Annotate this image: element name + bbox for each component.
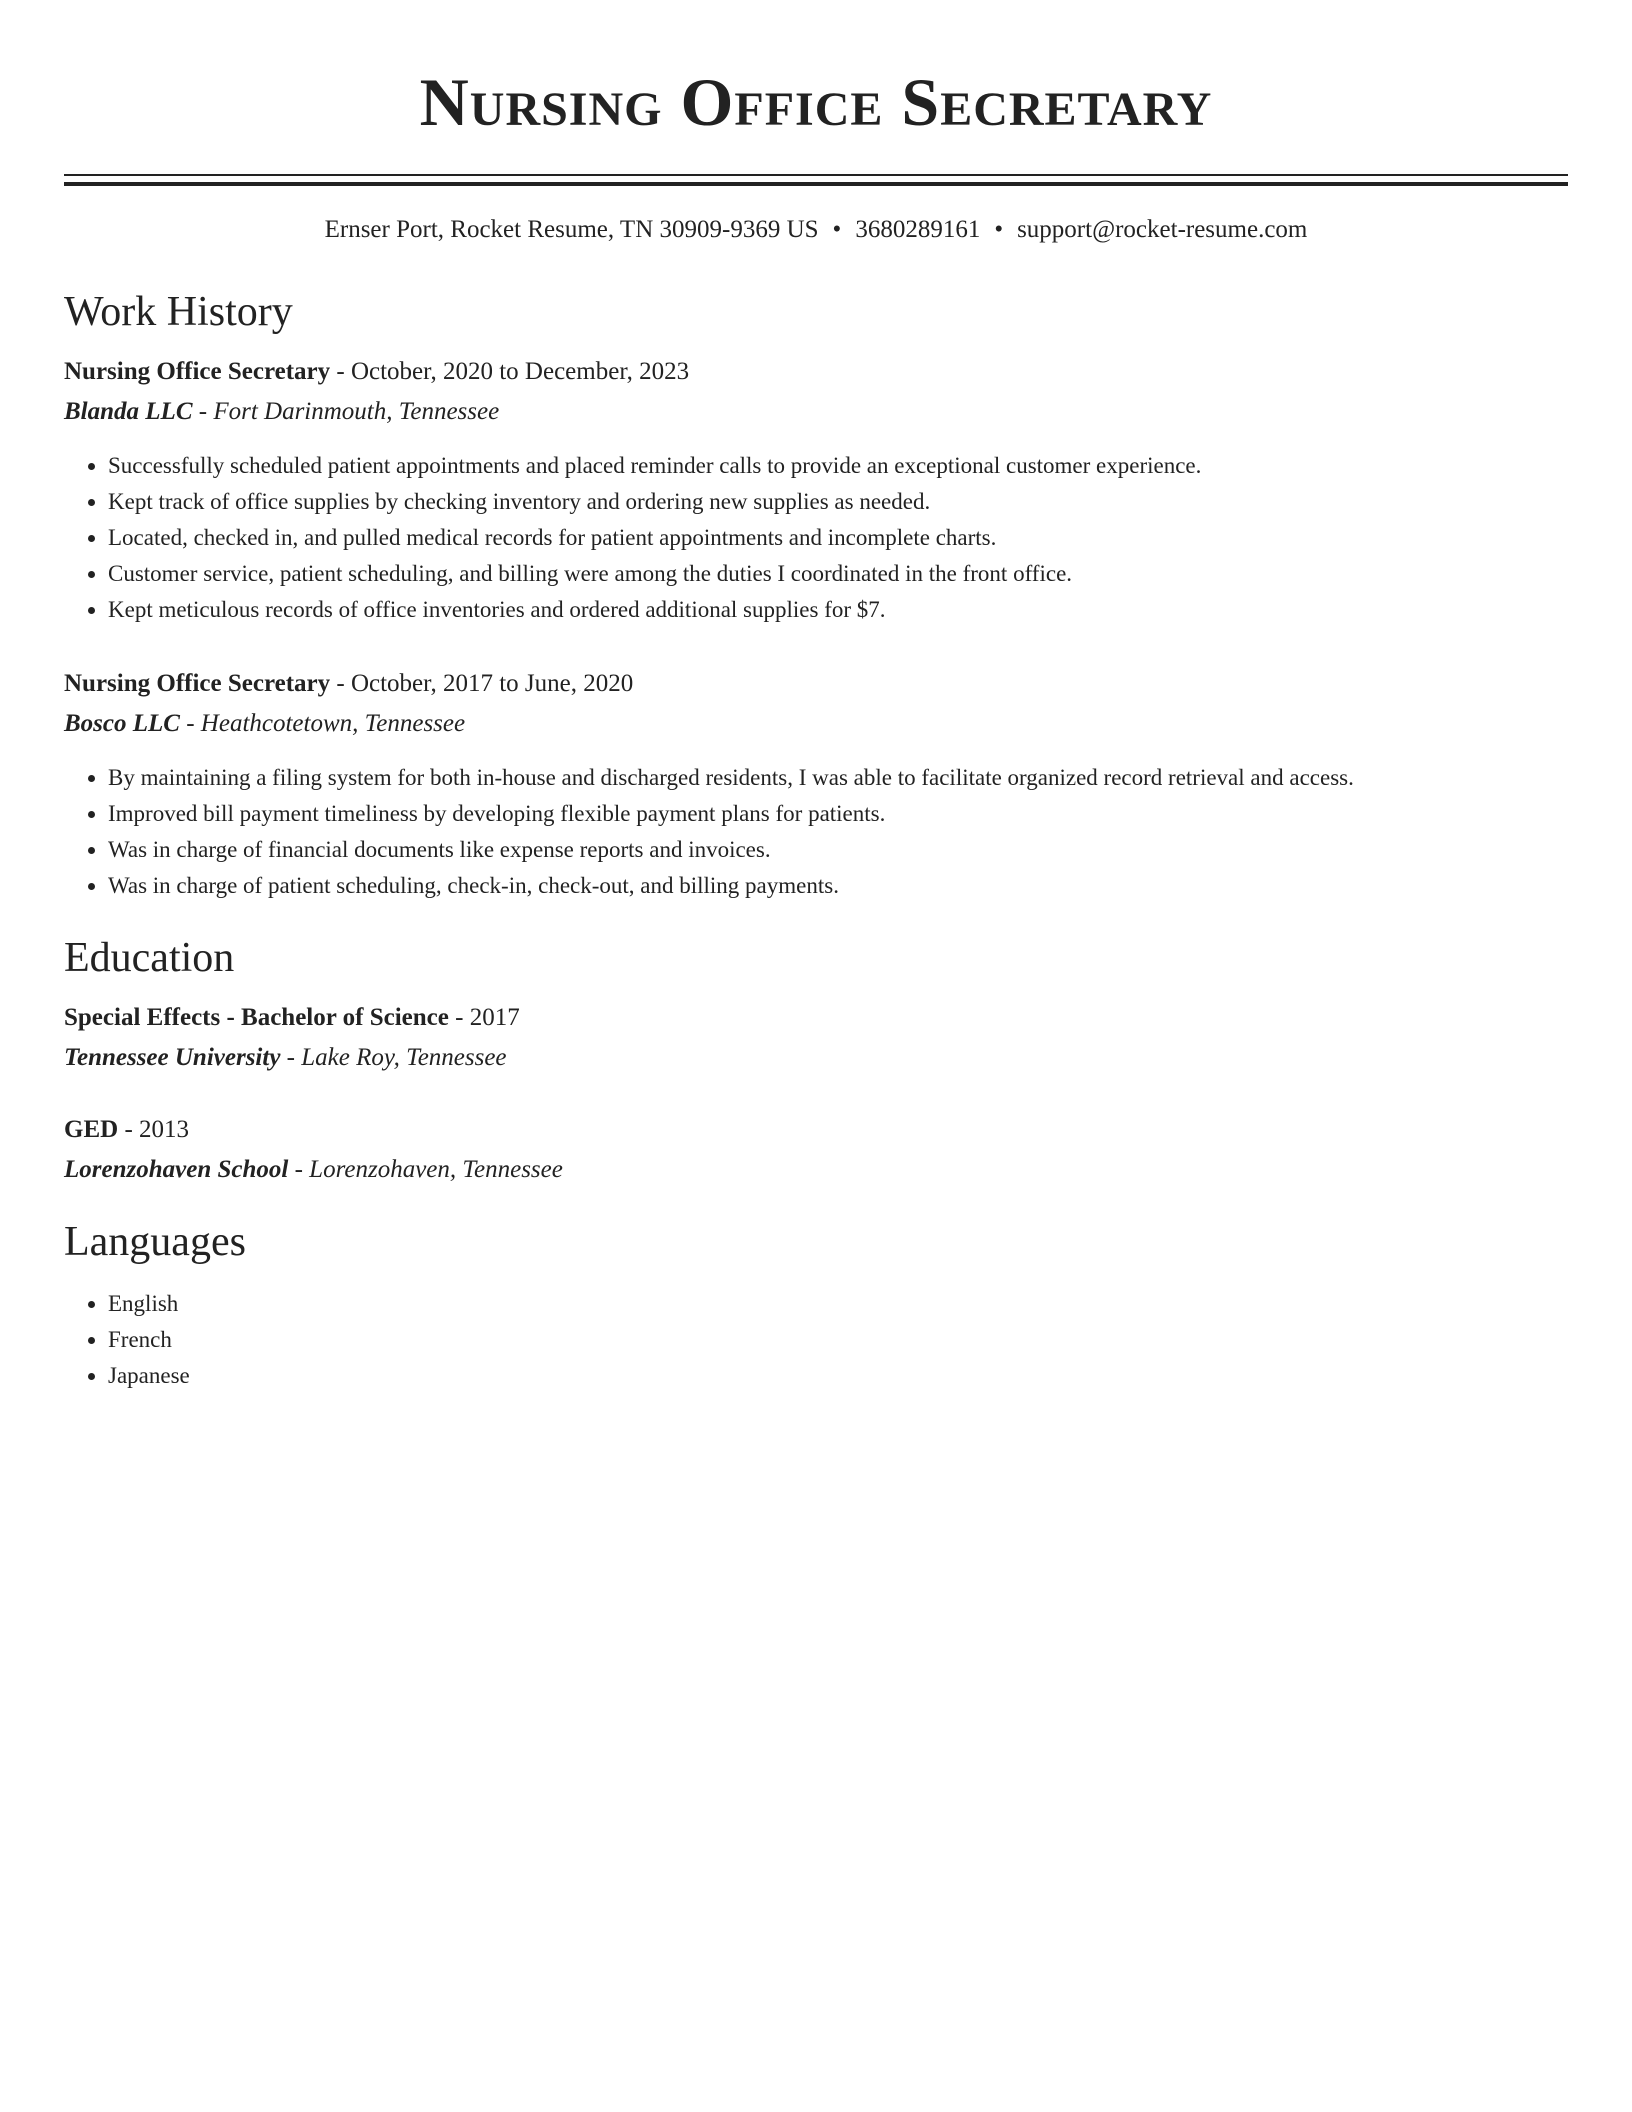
- list-item: • By maintaining a filing system for both in-house and discharged residents, I was able to facilitate organized record retrieval and access.: [108, 760, 1568, 796]
- contact-phone: 3680289161: [855, 216, 981, 243]
- degree-header: [64, 1114, 1568, 1146]
- language-item: • English: [108, 1286, 1568, 1322]
- school-name: Lorenzohaven School: [64, 1156, 289, 1183]
- bullet-separator: •: [832, 216, 842, 243]
- school-name: Tennessee University: [64, 1044, 281, 1071]
- title-divider-thick: [64, 182, 1568, 186]
- languages-heading: Languages: [64, 1219, 246, 1265]
- job-dates: - October, 2020 to December, 2023: [336, 358, 690, 385]
- degree-name: Special Effects - Bachelor of Science: [64, 1004, 449, 1031]
- contact-address: Ernser Port, Rocket Resume, TN 30909-9369 US: [324, 216, 819, 243]
- list-item: • Customer service, patient scheduling, and billing were among the duties I coordinated in the front office.: [108, 556, 1568, 592]
- list-item: • Was in charge of financial documents like expense reports and invoices.: [108, 832, 1568, 868]
- list-item: • Located, checked in, and pulled medical records for patient appointments and incomplete charts.: [108, 520, 1568, 556]
- job-header: [64, 356, 1568, 388]
- company-name: Blanda LLC: [64, 398, 193, 425]
- degree-name: GED: [64, 1116, 119, 1143]
- education-section: [64, 932, 1568, 1186]
- contact-email: support@rocket-resume.com: [1017, 216, 1308, 243]
- job-dates: - October, 2017 to June, 2020: [336, 670, 634, 697]
- contact-line: [64, 214, 1568, 246]
- education-entry: [64, 1002, 1568, 1074]
- company-location: - Heathcotetown, Tennessee: [186, 710, 466, 737]
- degree-year: - 2013: [124, 1116, 190, 1143]
- list-item: • Successfully scheduled patient appointments and placed reminder calls to provide an exceptional customer experience.: [108, 448, 1568, 484]
- job-entry: [64, 668, 1568, 904]
- job-entry: [64, 356, 1568, 628]
- education-entry: [64, 1114, 1568, 1186]
- job-header: [64, 668, 1568, 700]
- languages-section: [64, 1216, 1568, 1394]
- language-item: • Japanese: [108, 1358, 1568, 1394]
- school-line: [64, 1042, 1568, 1074]
- language-item: • French: [108, 1322, 1568, 1358]
- list-item: • Improved bill payment timeliness by developing flexible payment plans for patients.: [108, 796, 1568, 832]
- job-duties-list: [64, 448, 1568, 628]
- job-title: Nursing Office Secretary: [64, 670, 331, 697]
- bullet-separator: •: [994, 216, 1004, 243]
- education-heading: Education: [64, 935, 235, 981]
- job-employer: [64, 396, 1568, 428]
- school-location: - Lake Roy, Tennessee: [286, 1044, 507, 1071]
- list-item: • Kept track of office supplies by checking inventory and ordering new supplies as needed.: [108, 484, 1568, 520]
- company-name: Bosco LLC: [64, 710, 180, 737]
- job-employer: [64, 708, 1568, 740]
- title-divider-thin: [64, 174, 1568, 176]
- job-duties-list: [64, 760, 1568, 904]
- school-location: - Lorenzohaven, Tennessee: [294, 1156, 563, 1183]
- company-location: - Fort Darinmouth, Tennessee: [198, 398, 500, 425]
- list-item: • Kept meticulous records of office inventories and ordered additional supplies for $7.: [108, 592, 1568, 628]
- work-history-section: [64, 286, 1568, 904]
- resume-title: Nursing Office Secretary: [419, 64, 1213, 140]
- degree-header: [64, 1002, 1568, 1034]
- work-history-heading: Work History: [64, 289, 293, 335]
- languages-list: [64, 1286, 1568, 1394]
- list-item: • Was in charge of patient scheduling, check-in, check-out, and billing payments.: [108, 868, 1568, 904]
- job-title: Nursing Office Secretary: [64, 358, 331, 385]
- degree-year: - 2017: [455, 1004, 520, 1031]
- school-line: [64, 1154, 1568, 1186]
